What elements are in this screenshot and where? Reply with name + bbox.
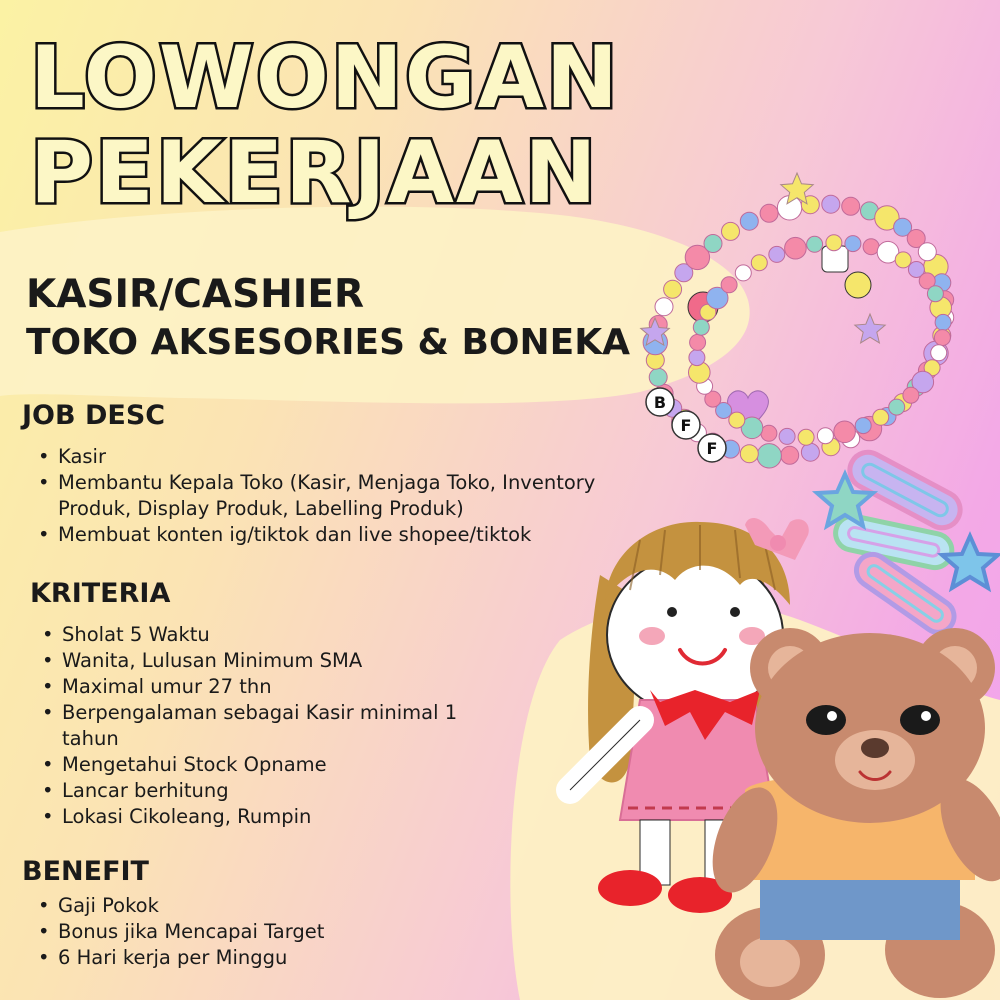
list-item: • Wanita, Lulusan Minimum SMA (38, 648, 518, 674)
bead (889, 399, 905, 415)
smiley-bead (845, 272, 871, 298)
list-item: • Mengetahui Stock Opname (38, 752, 518, 778)
bead (817, 428, 833, 444)
bead (664, 280, 682, 298)
kriteria-title: KRITERIA (30, 578, 171, 609)
list-item: • Membantu Kepala Toko (Kasir, Menjaga Toko, Inventory Produk, Display Produk, Labelling Produk) (34, 470, 614, 522)
bead (751, 255, 767, 271)
benefit-list (34, 893, 494, 971)
bead (722, 222, 740, 240)
bead (757, 444, 781, 468)
bead (704, 235, 722, 253)
bead (689, 350, 705, 366)
job-desc-title: JOB DESC (22, 400, 166, 431)
list-item: • Maximal umur 27 thn (38, 674, 518, 700)
list-item: • Lancar berhitung (38, 778, 518, 804)
bead (834, 421, 856, 443)
bead (801, 443, 819, 461)
bead (903, 387, 919, 403)
bead (690, 334, 706, 350)
store-name: TOKO AKSESORIES & BONEKA (26, 322, 631, 363)
bead (842, 197, 860, 215)
bead (873, 409, 889, 425)
bead (807, 236, 823, 252)
bead (761, 425, 777, 441)
headline-line-1: LOWONGAN (30, 28, 620, 128)
bead (863, 239, 879, 255)
list-item: • Berpengalaman sebagai Kasir minimal 1 tahun (38, 700, 518, 752)
bead (729, 412, 745, 428)
kriteria-list (38, 622, 518, 830)
role-title: KASIR/CASHIER (26, 272, 364, 317)
bead (934, 330, 950, 346)
bead (826, 235, 842, 251)
star-bead (855, 314, 885, 343)
bead (927, 286, 943, 302)
hair-clip-icon (817, 446, 998, 639)
bead-bracelet-icon (689, 235, 952, 446)
bead (895, 252, 911, 268)
letter-bead-label: F (706, 439, 718, 458)
list-item: • Kasir (34, 444, 614, 470)
bead (649, 368, 667, 386)
job-desc-list (34, 444, 614, 548)
bead (760, 204, 778, 222)
letter-bead-label: F (680, 416, 692, 435)
bead (935, 314, 951, 330)
list-item: • 6 Hari kerja per Minggu (34, 945, 494, 971)
bead (781, 446, 799, 464)
bead (740, 212, 758, 230)
bead (918, 243, 936, 261)
letter-bead-label: B (653, 393, 667, 412)
bead (735, 265, 751, 281)
bead (785, 237, 807, 259)
list-item: • Bonus jika Mencapai Target (34, 919, 494, 945)
bead (693, 319, 709, 335)
bead (845, 236, 861, 252)
bead (721, 277, 737, 293)
bead (655, 298, 673, 316)
headline-line-2: PEKERJAAN (30, 123, 599, 223)
bead (931, 345, 947, 361)
bead (740, 445, 758, 463)
list-item: • Lokasi Cikoleang, Rumpin (38, 804, 518, 830)
bead (769, 246, 785, 262)
list-item: • Sholat 5 Waktu (38, 622, 518, 648)
bead (779, 428, 795, 444)
list-item: • Gaji Pokok (34, 893, 494, 919)
list-item: • Membuat konten ig/tiktok dan live shopee/tiktok (34, 522, 614, 548)
bead (798, 429, 814, 445)
bead (855, 418, 871, 434)
bead (822, 195, 840, 213)
benefit-title: BENEFIT (22, 856, 149, 887)
